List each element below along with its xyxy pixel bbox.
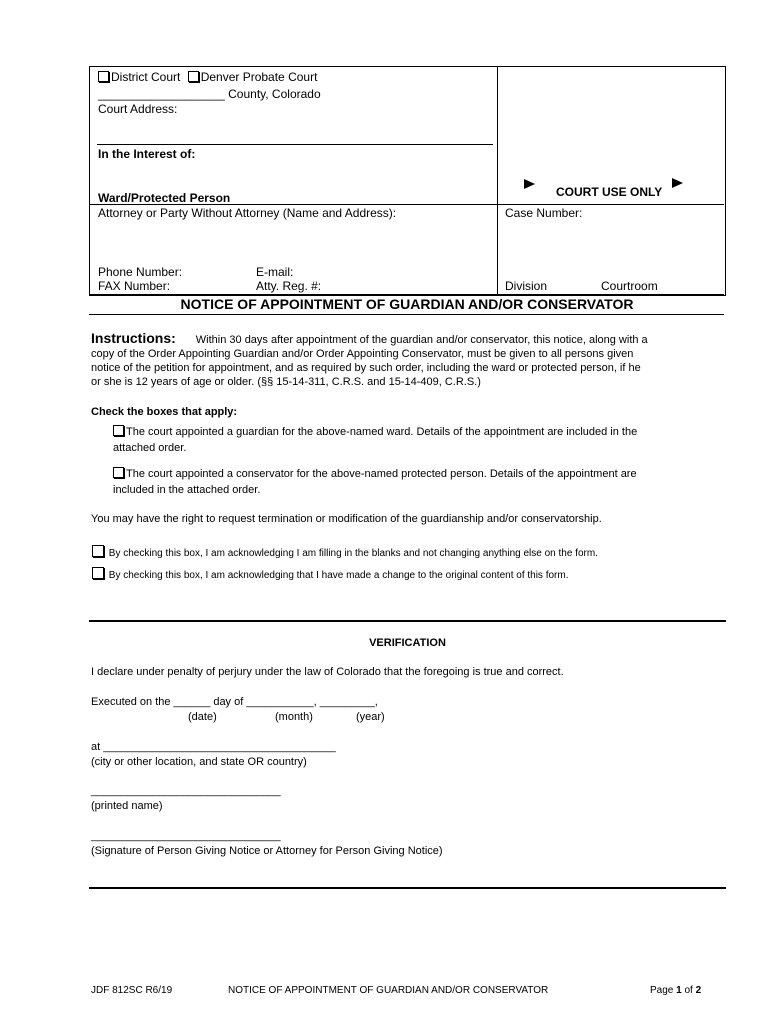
instructions-line1: Within 30 days after appointment of the guardian and/or conservator, this notice, along with a <box>195 334 648 346</box>
district-court-label: District Court <box>111 70 181 84</box>
footer-form-id: JDF 812SC R6/19 <box>91 985 173 996</box>
footer-form-title: NOTICE OF APPOINTMENT OF GUARDIAN AND/OR CONSERVATOR <box>228 985 549 996</box>
attorney-label: Attorney or Party Without Attorney (Name and Address): <box>98 206 397 220</box>
guardian-option-line1: The court appointed a guardian for the above-named ward. Details of the appointment are included in the <box>126 426 638 438</box>
footer-page-number: 1 <box>676 985 682 996</box>
ack-row-2 <box>92 567 569 581</box>
guardian-checkbox[interactable] <box>113 425 124 436</box>
signature-line: _______________________________ <box>91 830 281 842</box>
verification-title: VERIFICATION <box>369 637 446 649</box>
caption-divider-vertical <box>497 66 498 294</box>
instructions-line3: notice of the petition for appointment, and as required by such order, including the ward or protected person, if he <box>91 362 641 374</box>
conservator-option-line2: included in the attached order. <box>113 484 261 496</box>
printed-name-caption: (printed name) <box>91 800 163 812</box>
check-header: Check the boxes that apply: <box>91 406 238 418</box>
instructions-line4: or she is 12 years of age or older. (§§ 15-14-311, C.R.S. and 15-14-409, C.R.S.) <box>91 376 481 388</box>
conservator-option-line1: The court appointed a conservator for the above-named protected person. Details of the appointment are <box>126 468 637 480</box>
interest-label: In the Interest of: <box>98 147 196 161</box>
caption-divider-court-line <box>97 144 493 145</box>
ack1-checkbox[interactable] <box>92 545 104 557</box>
conservator-checkbox[interactable] <box>113 467 124 478</box>
ack-row-1 <box>92 545 598 559</box>
title-underline <box>89 314 724 315</box>
district-court-checkbox[interactable] <box>98 71 109 82</box>
court-use-label: COURT USE ONLY <box>556 185 663 199</box>
check-option-guardian <box>113 424 637 456</box>
verification-top-rule <box>89 620 726 622</box>
rights-text: You may have the right to request termination or modification of the guardianship and/or conservatorship. <box>91 513 602 525</box>
printed-name-line: _______________________________ <box>91 785 281 797</box>
executed-month-caption: (month) <box>275 711 313 723</box>
ward-label: Ward/Protected Person <box>98 191 231 205</box>
executed-line: Executed on the ______ day of ___________, _________, <box>91 696 378 708</box>
instructions-block <box>91 331 731 389</box>
court-use-arrow-left-icon <box>524 179 535 189</box>
denver-probate-label: Denver Probate Court <box>200 70 318 84</box>
signature-caption: (Signature of Person Giving Notice or Attorney for Person Giving Notice) <box>91 845 443 857</box>
county-line: ___________________ County, Colorado <box>98 87 321 101</box>
declare-text: I declare under penalty of perjury under the law of Colorado that the foregoing is true and correct. <box>91 666 564 678</box>
court-address-label: Court Address: <box>98 102 178 116</box>
at-line: at ______________________________________ <box>91 741 336 753</box>
executed-year-caption: (year) <box>356 711 385 723</box>
verification-bottom-rule <box>89 887 726 889</box>
case-number-label: Case Number: <box>505 206 583 220</box>
ack2-text: By checking this box, I am acknowledging that I have made a change to the original content of this form. <box>108 570 569 581</box>
courtroom-label: Courtroom <box>601 279 658 293</box>
ack2-checkbox[interactable] <box>92 567 104 579</box>
footer-page-total: 2 <box>695 985 702 996</box>
executed-date-caption: (date) <box>188 711 217 723</box>
caption-divider-bottom <box>89 294 724 295</box>
footer-page-of: of <box>681 985 696 996</box>
footer-page <box>650 985 701 996</box>
court-options <box>98 70 317 84</box>
denver-probate-checkbox[interactable] <box>188 71 199 82</box>
atty-reg-label: Atty. Reg. #: <box>256 279 322 293</box>
check-option-conservator <box>113 466 637 498</box>
court-use-arrow-right-icon <box>672 178 683 188</box>
instructions-line2: copy of the Order Appointing Guardian and/or Order Appointing Conservator, must be given to all persons given <box>91 348 634 360</box>
location-caption: (city or other location, and state OR country) <box>91 756 307 768</box>
guardian-option-line2: attached order. <box>113 442 187 454</box>
instructions-label: Instructions: <box>91 330 176 346</box>
footer-page-prefix: Page <box>650 985 677 996</box>
phone-label: Phone Number: <box>98 265 183 279</box>
form-title: NOTICE OF APPOINTMENT OF GUARDIAN AND/OR CONSERVATOR <box>180 296 634 312</box>
ack1-text: By checking this box, I am acknowledging I am filling in the blanks and not changing anything else on the form. <box>108 548 598 559</box>
fax-label: FAX Number: <box>98 279 171 293</box>
division-label: Division <box>505 279 548 293</box>
email-label: E-mail: <box>256 265 294 279</box>
